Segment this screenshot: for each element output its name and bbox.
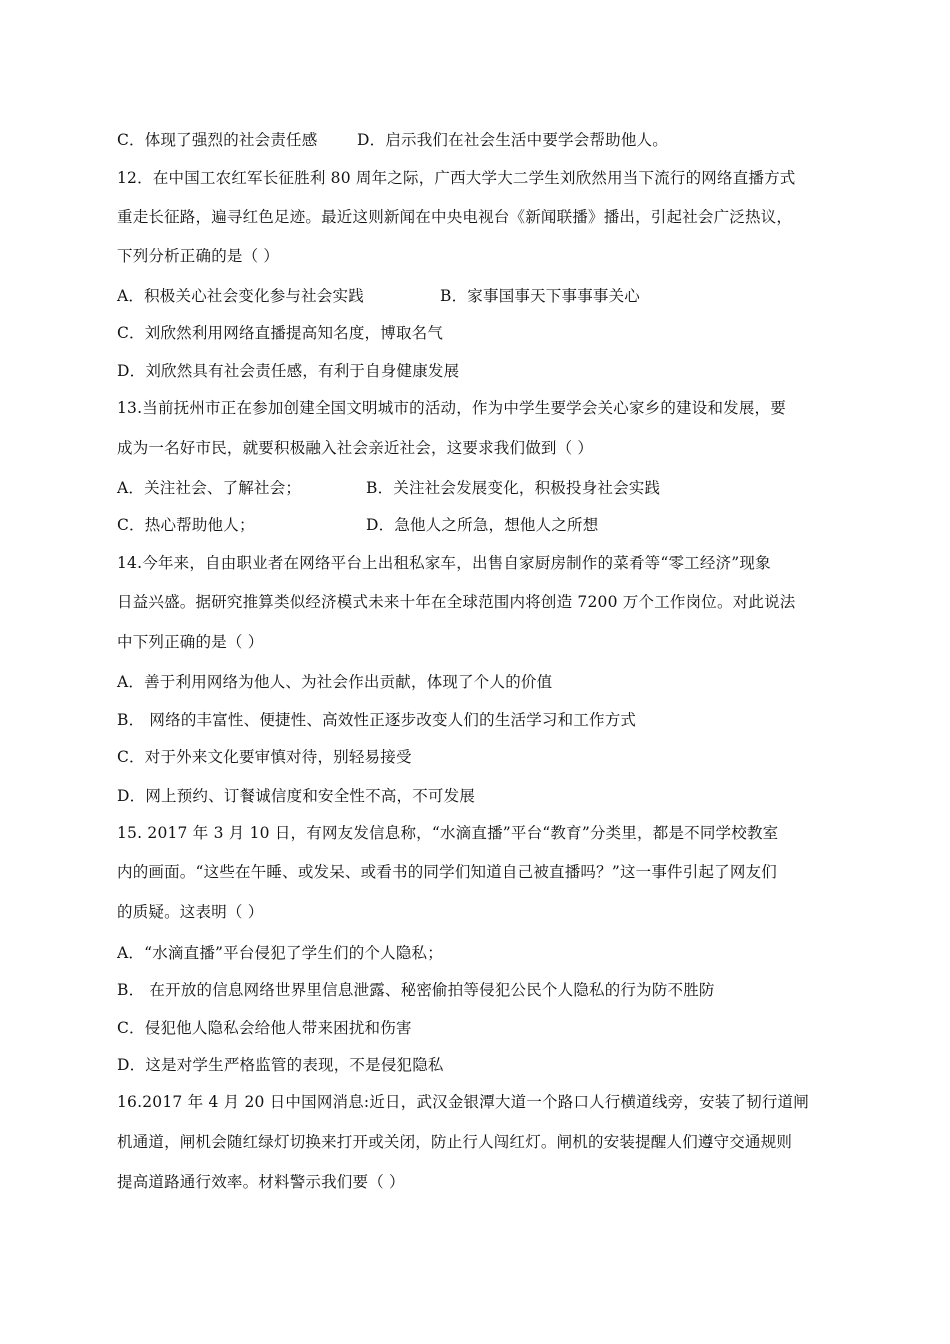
q11-options-cd	[117, 130, 668, 150]
q12-option-c: C．刘欣然利用网络直播提高知名度，博取名气	[117, 324, 444, 342]
q15-stem-line-2: 内的画面。“这些在午睡、或发呆、或看书的同学们知道自己被直播吗？”这一事件引起了网友们	[117, 863, 777, 881]
q13-option-b: B．关注社会发展变化，积极投身社会实践	[366, 479, 661, 497]
q13-option-d: D．急他人之所急，想他人之所想	[366, 516, 599, 534]
q12-option-b: B．家事国事天下事事事关心	[440, 287, 640, 305]
q13-stem-line-2: 成为一名好市民，就要积极融入社会亲近社会，这要求我们做到（ ）	[117, 439, 594, 457]
q12-option-a: A．积极关心社会变化参与社会实践	[117, 287, 364, 305]
q14-option-a: A．善于利用网络为他人、为社会作出贡献，体现了个人的价值	[117, 673, 553, 691]
q11-option-c: C．体现了强烈的社会责任感	[117, 131, 318, 149]
q16-stem-line-3: 提高道路通行效率。材料警示我们要（ ）	[117, 1173, 405, 1191]
q12-stem-line-3: 下列分析正确的是（ ）	[117, 247, 280, 265]
q14-option-d: D．网上预约、订餐诚信度和安全性不高，不可发展	[117, 787, 476, 805]
q13-options-ab	[117, 478, 661, 498]
q14-stem-line-3: 中下列正确的是（ ）	[117, 633, 264, 651]
q15-option-d: D．这是对学生严格监管的表现，不是侵犯隐私	[117, 1056, 444, 1074]
q15-stem-line-3: 的质疑。这表明（ ）	[117, 903, 264, 921]
q12-option-d: D．刘欣然具有社会责任感，有利于自身健康发展	[117, 362, 460, 380]
q12-stem-line-1: 12．在中国工农红军长征胜利 80 周年之际，广西大学大二学生刘欣然用当下流行的网络直播方式	[117, 169, 796, 187]
q15-option-c: C．侵犯他人隐私会给他人带来困扰和伤害	[117, 1019, 412, 1037]
q14-stem-line-1: 14.今年来，自由职业者在网络平台上出租私家车，出售自家厨房制作的菜肴等“零工经济”现象	[117, 554, 771, 572]
q14-option-c: C．对于外来文化要审慎对待，别轻易接受	[117, 748, 412, 766]
q12-options-ab	[117, 286, 640, 306]
q15-stem-line-1: 15. 2017 年 3 月 10 日，有网友发信息称，“水滴直播”平台“教育”分类里，都是不同学校教室	[117, 824, 779, 842]
q15-option-b: B． 在开放的信息网络世界里信息泄露、秘密偷拍等侵犯公民个人隐私的行为防不胜防	[117, 981, 715, 999]
q15-option-a: A．“水滴直播”平台侵犯了学生们的个人隐私；	[117, 944, 443, 962]
q13-option-c: C．热心帮助他人；	[117, 516, 255, 534]
q16-stem-line-1: 16.2017 年 4 月 20 日中国网消息:近日，武汉金银潭大道一个路口人行横道线旁，安装了韧行道闸	[117, 1093, 809, 1111]
q13-options-cd	[117, 515, 599, 535]
q14-option-b: B． 网络的丰富性、便捷性、高效性正逐步改变人们的生活学习和工作方式	[117, 711, 637, 729]
q13-stem-line-1: 13.当前抚州市正在参加创建全国文明城市的活动，作为中学生要学会关心家乡的建设和发展，要	[117, 399, 786, 417]
q16-stem-line-2: 机通道，闸机会随红绿灯切换来打开或关闭，防止行人闯红灯。闸机的安装提醒人们遵守交通规则	[117, 1133, 793, 1151]
q12-stem-line-2: 重走长征路，遍寻红色足迹。最近这则新闻在中央电视台《新闻联播》播出，引起社会广泛热议，	[117, 208, 793, 226]
q11-option-d: D．启示我们在社会生活中要学会帮助他人。	[357, 131, 668, 149]
q14-stem-line-2: 日益兴盛。据研究推算类似经济模式未来十年在全球范围内将创造 7200 万个工作岗位。对此说法	[117, 593, 796, 611]
q13-option-a: A．关注社会、了解社会；	[117, 479, 302, 497]
